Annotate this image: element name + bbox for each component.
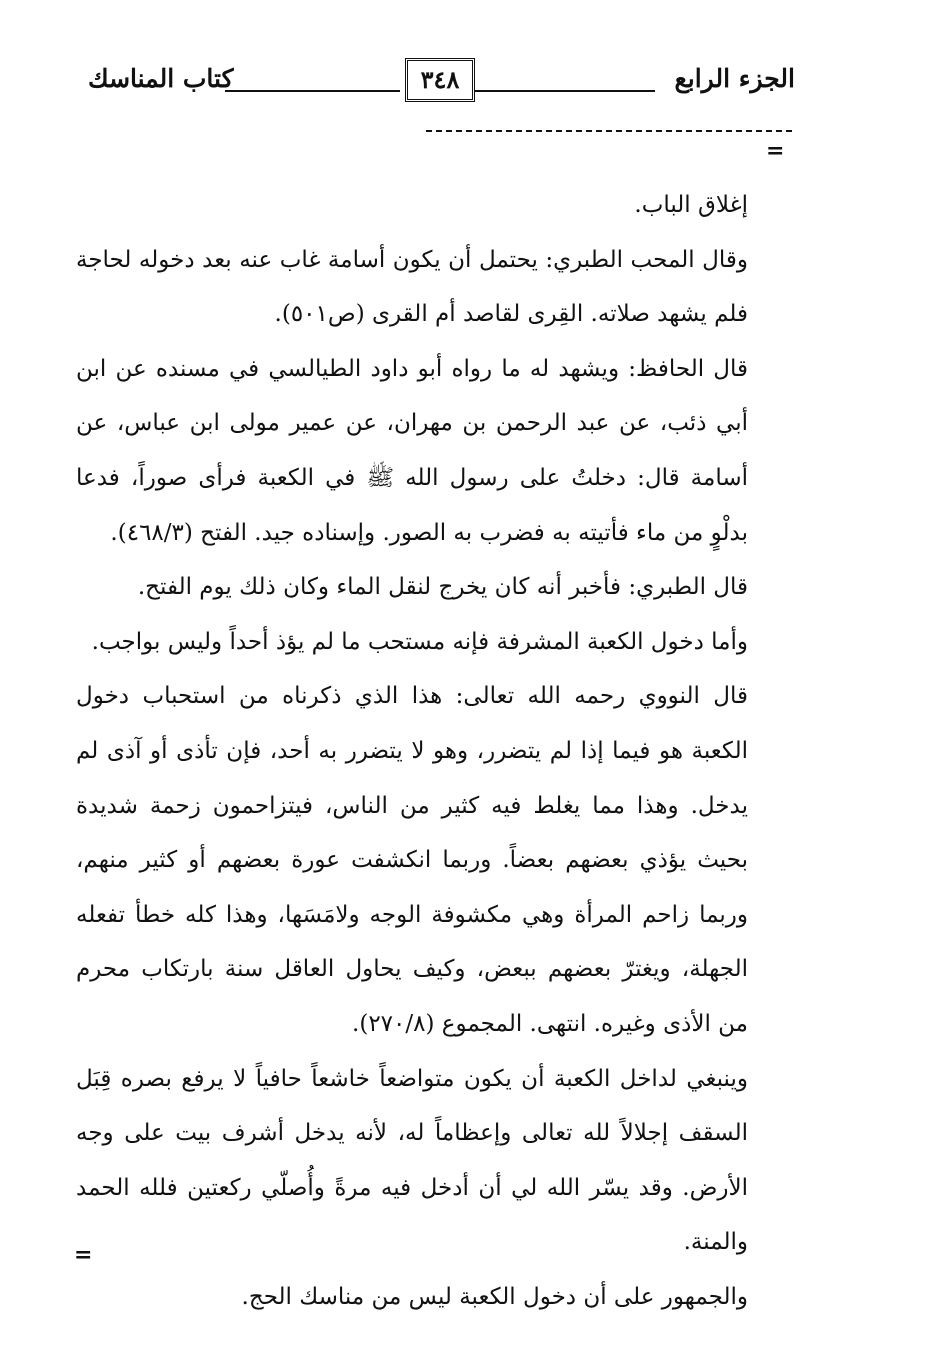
paragraph: قال الحافظ: ويشهد له ما رواه أبو داود الطيالسي في مسنده عن ابن أبي ذئب، عن عبد الرحمن بن مهران، عن عمير مولى ابن عباس، عن أسامة قال: دخلتُ على رسول الله ﷺ في الكعبة فرأى صوراً، فدعا بدلْوٍ من ماء فأتيته به فضرب به الصور. وإسناده جيد. الفتح (٤٦٨/٣). — [76, 355, 748, 546]
dashed-separator — [426, 130, 792, 132]
paragraph: إغلاق الباب. — [634, 192, 748, 218]
section-mark-top: = — [766, 138, 785, 164]
header-rule-left — [225, 90, 400, 92]
paragraph: قال النووي رحمه الله تعالى: هذا الذي ذكرناه من استحباب دخول الكعبة هو فيما إذا لم يتضرر، وهو لا يتضرر به أحد، فإن تأذى أو آذى لم يدخل. وهذا مما يغلط فيه كثير من الناس، فيتزاحمون زحمة شديدة بحيث يؤذي بعضهم بعضاً. وربما انكشفت عورة بعضهم أو كثير منهم، وربما زاحم المرأة وهي مكشوفة الوجه ولامَسَها، وهذا كله خطأ تفعله الجهلة، ويغترّ بعضهم ببعض، وكيف يحاول العاقل سنة بارتكاب محرم من الأذى وغيره. انتهى. المجموع (٢٧٠/٨). — [76, 683, 748, 1037]
main-text — [76, 178, 748, 1324]
page-number: ٣٤٨ — [405, 58, 475, 102]
book-title: كتاب المناسك — [88, 64, 234, 93]
paragraph: وقال المحب الطبري: يحتمل أن يكون أسامة غاب عنه بعد دخوله لحاجة فلم يشهد صلاته. القِرى لقاصد أم القرى (ص٥٠١). — [76, 246, 748, 328]
section-mark-bottom: = — [74, 1242, 93, 1268]
volume-title: الجزء الرابع — [674, 64, 795, 93]
page-header — [80, 58, 795, 110]
header-rule-right — [475, 90, 655, 92]
paragraph: والجمهور على أن دخول الكعبة ليس من مناسك الحج. — [241, 1283, 748, 1310]
paragraph: وينبغي لداخل الكعبة أن يكون متواضعاً خاشعاً حافياً لا يرفع بصره قِبَل السقف إجلالاً لله تعالى وإعظاماً له، لأنه يدخل أشرف بيت على وجه الأرض. وقد يسّر الله لي أن أدخل فيه مرةً وأُصلّي ركعتين فلله الحمد والمنة. — [76, 1065, 748, 1256]
paragraph: وأما دخول الكعبة المشرفة فإنه مستحب ما لم يؤذ أحداً وليس بواجب. — [91, 628, 748, 655]
paragraph: قال الطبري: فأخبر أنه كان يخرج لنقل الماء وكان ذلك يوم الفتح. — [137, 574, 748, 601]
